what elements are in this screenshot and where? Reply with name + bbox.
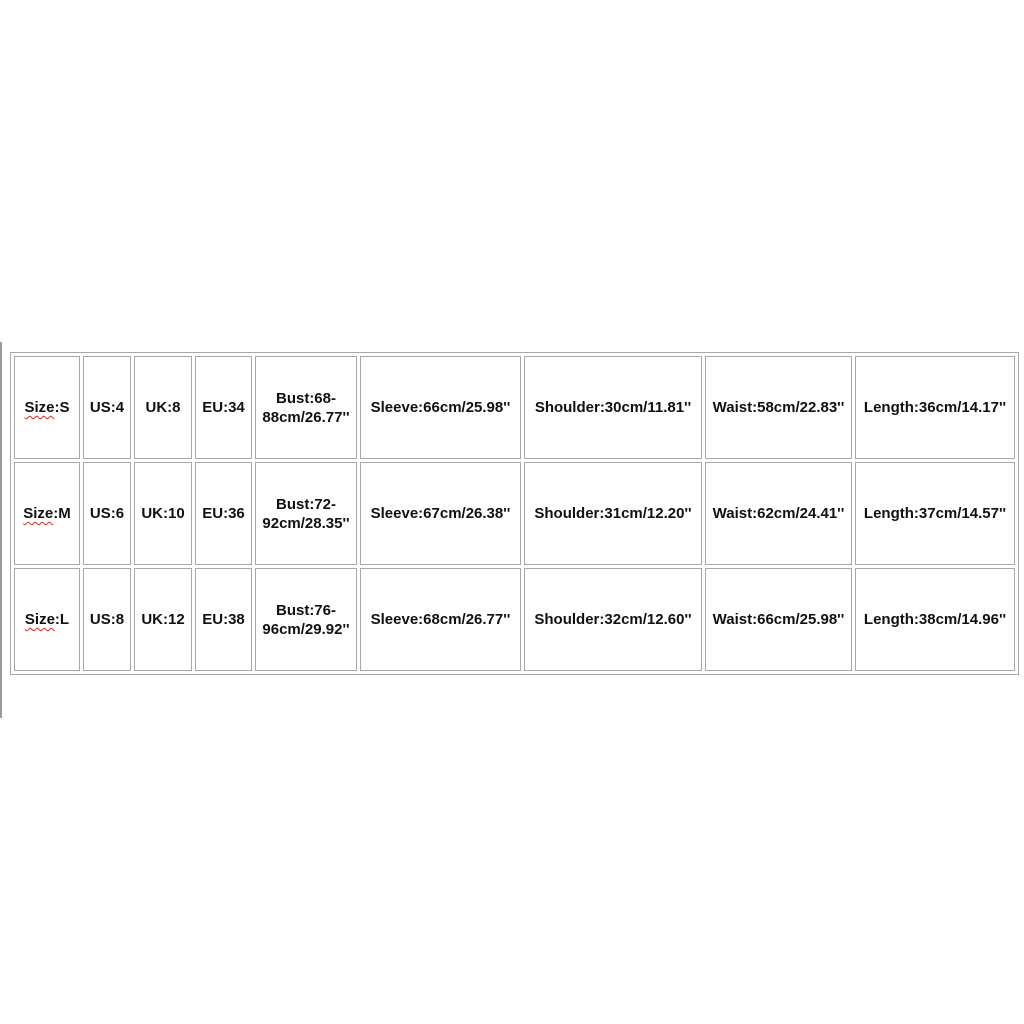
eu-size-cell: EU:36 xyxy=(195,462,252,565)
shoulder-cell: Shoulder:31cm/12.20'' xyxy=(524,462,702,565)
sleeve-cell: Sleeve:66cm/25.98'' xyxy=(360,356,521,459)
table-row xyxy=(14,568,1015,671)
size-value: :M xyxy=(53,505,71,522)
waist-cell: Waist:66cm/25.98'' xyxy=(705,568,852,671)
size-label: Size xyxy=(24,611,55,628)
bust-cell: Bust:68-88cm/26.77'' xyxy=(255,356,357,459)
uk-size-cell: UK:12 xyxy=(134,568,192,671)
size-cell xyxy=(14,356,80,459)
length-cell: Length:38cm/14.96'' xyxy=(855,568,1015,671)
size-cell xyxy=(14,568,80,671)
sleeve-cell: Sleeve:67cm/26.38'' xyxy=(360,462,521,565)
table-row xyxy=(14,356,1015,459)
eu-size-cell: EU:38 xyxy=(195,568,252,671)
bust-cell: Bust:76-96cm/29.92'' xyxy=(255,568,357,671)
size-value: :L xyxy=(54,611,70,628)
size-label: Size xyxy=(23,505,54,522)
size-value: :S xyxy=(54,399,70,416)
sleeve-cell: Sleeve:68cm/26.77'' xyxy=(360,568,521,671)
waist-cell: Waist:62cm/24.41'' xyxy=(705,462,852,565)
waist-cell: Waist:58cm/22.83'' xyxy=(705,356,852,459)
us-size-cell: US:4 xyxy=(83,356,131,459)
bust-cell: Bust:72-92cm/28.35'' xyxy=(255,462,357,565)
uk-size-cell: UK:10 xyxy=(134,462,192,565)
length-cell: Length:37cm/14.57'' xyxy=(855,462,1015,565)
size-cell xyxy=(14,462,80,565)
size-chart-table xyxy=(10,352,1019,675)
table-row xyxy=(14,462,1015,565)
left-border-line xyxy=(0,342,2,718)
size-label: Size xyxy=(24,399,55,416)
eu-size-cell: EU:34 xyxy=(195,356,252,459)
length-cell: Length:36cm/14.17'' xyxy=(855,356,1015,459)
shoulder-cell: Shoulder:32cm/12.60'' xyxy=(524,568,702,671)
uk-size-cell: UK:8 xyxy=(134,356,192,459)
us-size-cell: US:6 xyxy=(83,462,131,565)
shoulder-cell: Shoulder:30cm/11.81'' xyxy=(524,356,702,459)
us-size-cell: US:8 xyxy=(83,568,131,671)
